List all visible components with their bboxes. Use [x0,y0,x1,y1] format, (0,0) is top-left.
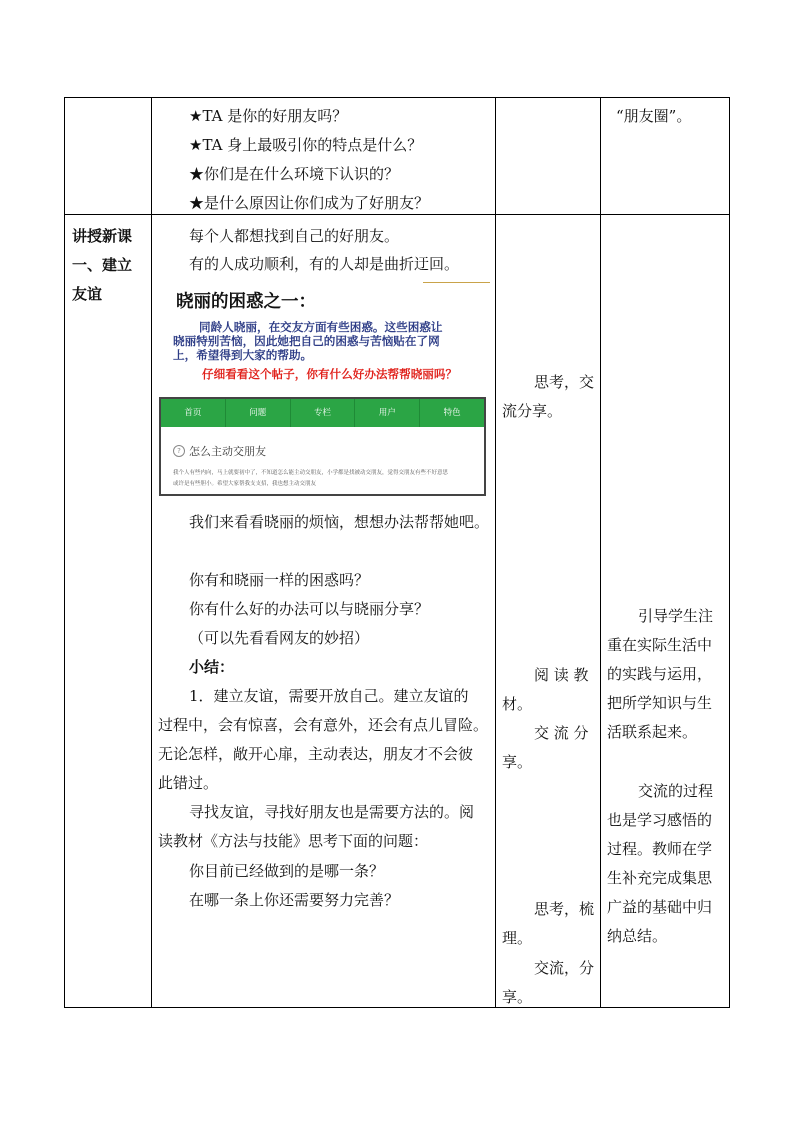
intro-line-2: 有的人成功顺利，有的人却是曲折迂回。 [189,255,460,273]
column-divider-1 [151,97,152,1008]
intent-1-line-5: 活联系起来。 [607,723,698,741]
intro-line-1: 每个人都想找到自己的好朋友。 [189,227,400,245]
slide-subtitle: 晓丽的困惑之一： [176,292,316,312]
table-border-right [729,97,730,1008]
activity-2-line-1: 阅 读 教 [534,666,589,684]
intent-1-line-1: 引导学生注 [638,607,714,625]
section-label-line-2: 一、建立 [72,256,133,274]
summary-line-4: 此错过。 [158,774,219,792]
intent-2-line-4: 生补充完成集思 [607,869,713,887]
decorative-underline [423,282,490,283]
forum-question-desc-2: 或许是有些胆小。希望大家帮我支支招，我也想主动交朋友 [173,481,317,487]
forum-question-desc-1: 我个人有些内向，马上就要初中了，不知道怎么能主动交朋友，小学都是找被动交朋友，觉得交朋友有些不好意思 [173,470,449,476]
activity-5-line-1: 交流，分 [534,959,595,977]
method-line-2: 读教材《方法与技能》思考下面的问题： [158,832,429,850]
activity-1-line-1: 思考，交 [534,373,595,391]
forum-nav-users: 用户 [355,399,420,427]
table-border-left [64,97,65,1008]
activity-1-line-2: 流分享。 [502,402,563,420]
design-note: “朋友圈”。 [616,107,692,125]
forum-nav-featured: 特色 [443,408,461,418]
red-prompt: 仔细看看这个帖子，你有什么好办法帮帮晓丽吗？ [202,367,458,381]
summary-line-1: 1．建立友谊，需要开放自己。建立友谊的 [189,687,469,705]
question-4: ★是什么原因让你们成为了好朋友？ [189,194,430,212]
summary-label: 小结： [189,658,235,676]
forum-post-screenshot [159,397,486,496]
column-divider-2 [495,97,496,1008]
intent-2-line-5: 广益的基础中归 [607,898,713,916]
activity-3-line-2: 享。 [502,753,533,771]
activity-2-line-2: 材。 [502,695,533,713]
question-mark-icon: ? [173,445,185,457]
question-3: ★你们是在什么环境下认识的？ [189,165,400,183]
row-divider [64,214,730,215]
summary-line-2: 过程中，会有惊喜，会有意外，还会有点儿冒险。 [158,716,489,734]
intent-2-line-3: 过程。教师在学 [607,840,713,858]
table-border-top [64,97,730,98]
activity-5-line-2: 享。 [502,988,533,1006]
method-line-1: 寻找友谊，寻找好朋友也是需要方法的。阅 [189,803,475,821]
blue-text-line-2: 晓丽特别苦恼，因此她把自己的困惑与苦恼贴在了网 [173,334,440,348]
blue-text-line-1: 同龄人晓丽，在交友方面有些困惑。这些困惑让 [199,320,443,334]
question-2: ★TA 身上最吸引你的特点是什么？ [189,136,423,154]
intent-1-line-4: 把所学知识与生 [607,694,713,712]
activity-4-line-1: 思考，梳 [534,900,595,918]
intent-2-line-2: 也是学习感悟的 [607,811,713,829]
after-post-text: 我们来看看晓丽的烦恼，想想办法帮帮她吧。 [189,513,490,531]
netizen-tips-note: （可以先看看网友的妙招） [189,629,370,647]
table-border-bottom [64,1007,730,1008]
forum-question-title: 怎么主动交朋友 [189,445,266,458]
intent-2-line-6: 纳总结。 [607,927,668,945]
question-improve: 在哪一条上你还需要努力完善？ [189,891,400,909]
question-same-confusion: 你有和晓丽一样的困惑吗？ [189,571,370,589]
activity-4-line-2: 理。 [502,929,533,947]
forum-nav-questions: 问题 [226,399,291,427]
summary-line-3: 无论怎样，敞开心扉，主动表达，朋友才不会彼 [158,745,474,763]
column-divider-3 [600,97,601,1008]
blue-text-line-3: 上，希望得到大家的帮助。 [173,348,313,362]
question-done: 你目前已经做到的是哪一条？ [189,862,385,880]
forum-nav-home: 首页 [161,399,226,427]
section-label-line-1: 讲授新课 [72,227,133,245]
forum-nav-columns: 专栏 [291,399,356,427]
activity-3-line-1: 交 流 分 [534,724,589,742]
intent-1-line-3: 的实践与运用， [607,665,713,683]
question-share-method: 你有什么好的办法可以与晓丽分享？ [189,600,430,618]
section-label-line-3: 友谊 [72,285,103,303]
intent-1-line-2: 重在实际生活中 [607,636,713,654]
question-1: ★TA 是你的好朋友吗？ [189,107,348,125]
intent-2-line-1: 交流的过程 [638,782,714,800]
forum-nav-bar [161,399,484,427]
